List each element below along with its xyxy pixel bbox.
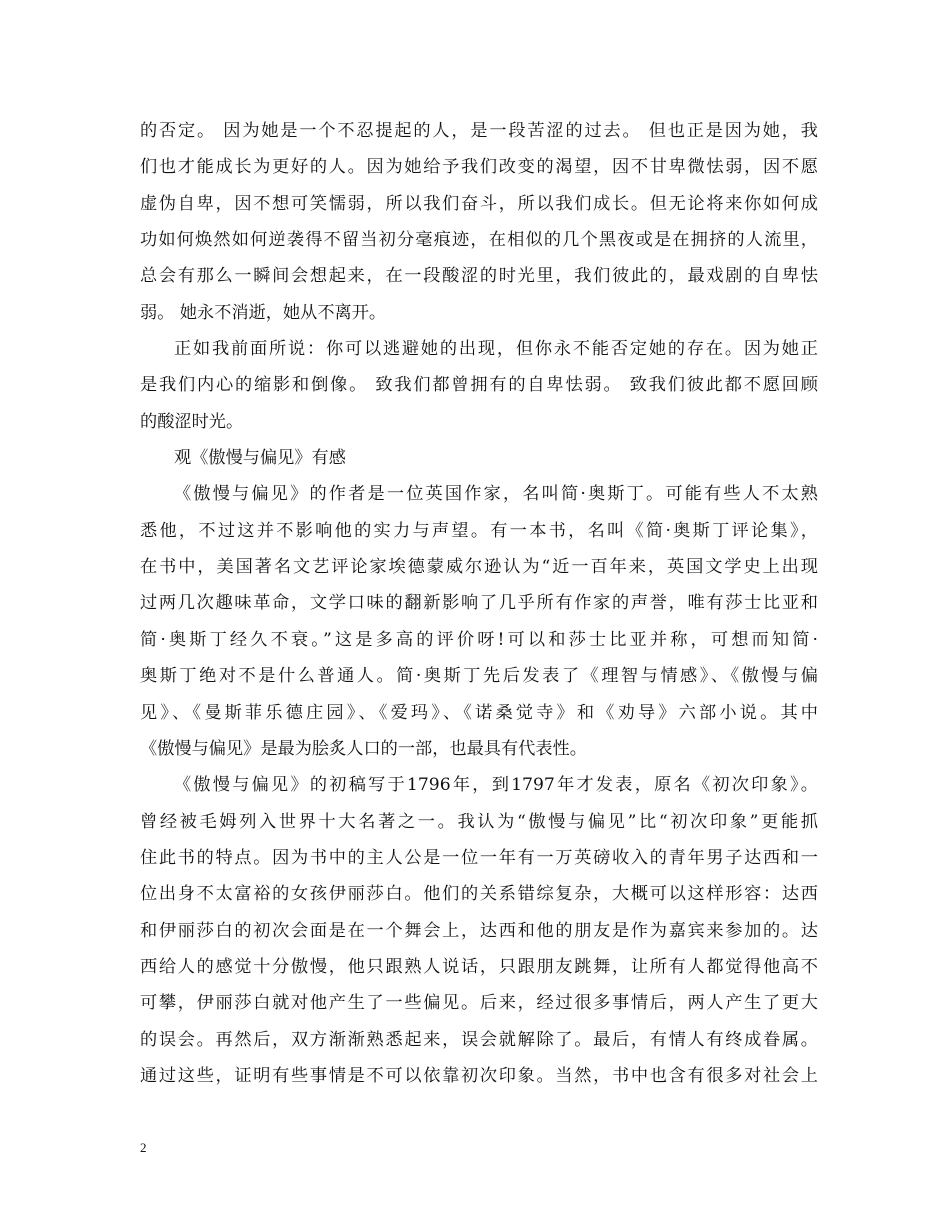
text-line: 的酸涩时光。: [140, 411, 244, 432]
text-line: 功如何焕然如何逆袭得不留当初分毫痕迹，在相似的几个黑夜或是在拥挤的人流里，: [140, 230, 818, 251]
paragraph-first-line: 《傲慢与偏见》的作者是一位英国作家，名叫简·奥斯丁。可能有些人不太熟: [174, 484, 818, 505]
text-line: 在书中，美国著名文艺评论家埃德蒙威尔逊认为“近一百年来，英国文学史上出现: [140, 557, 818, 578]
text-line: 弱。 她永不消逝，她从不离开。: [140, 302, 387, 323]
document-body: [140, 113, 818, 1094]
text-line: 通过这些，证明有些事情是不可以依靠初次印象。当然，书中也含有很多对社会上: [140, 1065, 818, 1086]
text-line: 曾经被毛姆列入世界十大名著之一。我认为“傲慢与偏见”比“初次印象”更能抓: [140, 811, 818, 832]
text-line: 悉他，不过这并不影响他的实力与声望。有一本书，名叫《简·奥斯丁评论集》，: [140, 520, 818, 541]
text-line: 位出身不太富裕的女孩伊丽莎白。他们的关系错综复杂，大概可以这样形容：达西: [140, 884, 818, 905]
text-line: 可攀，伊丽莎白就对他产生了一些偏见。后来，经过很多事情后，两人产生了更大: [140, 993, 818, 1014]
text-line: 见》、《曼斯菲乐德庄园》、《爱玛》、《诺桑觉寺》和《劝导》六部小说。其中: [140, 702, 818, 723]
text-line: 的误会。再然后，双方渐渐熟悉起来，误会就解除了。最后，有情人有终成眷属。: [140, 1029, 818, 1050]
text-line: 住此书的特点。因为书中的主人公是一位一年有一万英磅收入的青年男子达西和一: [140, 847, 818, 868]
text-line: 简·奥斯丁经久不衰。”这是多高的评价呀!可以和莎士比亚并称，可想而知简·: [140, 629, 818, 650]
text-line: 和伊丽莎白的初次会面是在一个舞会上，达西和他的朋友是作为嘉宾来参加的。达: [140, 920, 818, 941]
text-line: 过两几次趣味革命，文学口味的翻新影响了几乎所有作家的声誉，唯有莎士比亚和: [140, 593, 818, 614]
text-line: 虚伪自卑，因不想可笑懦弱，所以我们奋斗，所以我们成长。但无论将来你如何成: [140, 193, 818, 214]
text-line: 们也才能成长为更好的人。因为她给予我们改变的渴望，因不甘卑微怯弱，因不愿: [140, 157, 818, 178]
text-line: 的否定。 因为她是一个不忍提起的人，是一段苦涩的过去。 但也正是因为她，我: [140, 121, 818, 141]
paragraph-first-line: 正如我前面所说：你可以逃避她的出现，但你永不能否定她的存在。因为她正: [174, 339, 818, 360]
text-line: 西给人的感觉十分傲慢，他只跟熟人说话，只跟朋友跳舞，让所有人都觉得他高不: [140, 956, 818, 977]
text-line: 总会有那么一瞬间会想起来，在一段酸涩的时光里，我们彼此的，最戏剧的自卑怯: [140, 266, 818, 287]
text-line: 奥斯丁绝对不是什么普通人。简·奥斯丁先后发表了《理智与情感》、《傲慢与偏: [140, 666, 818, 687]
text-line: 是我们内心的缩影和倒像。 致我们都曾拥有的自卑怯弱。 致我们彼此都不愿回顾: [140, 375, 818, 396]
page-number: 2: [140, 1140, 147, 1155]
text-line: 《傲慢与偏见》是最为脍炙人口的一部，也最具有代表性。: [140, 738, 587, 759]
section-heading: 观《傲慢与偏见》有感: [174, 448, 346, 469]
paragraph-first-line: 《傲慢与偏见》的初稿写于1796年，到1797年才发表，原名《初次印象》。: [174, 775, 818, 796]
